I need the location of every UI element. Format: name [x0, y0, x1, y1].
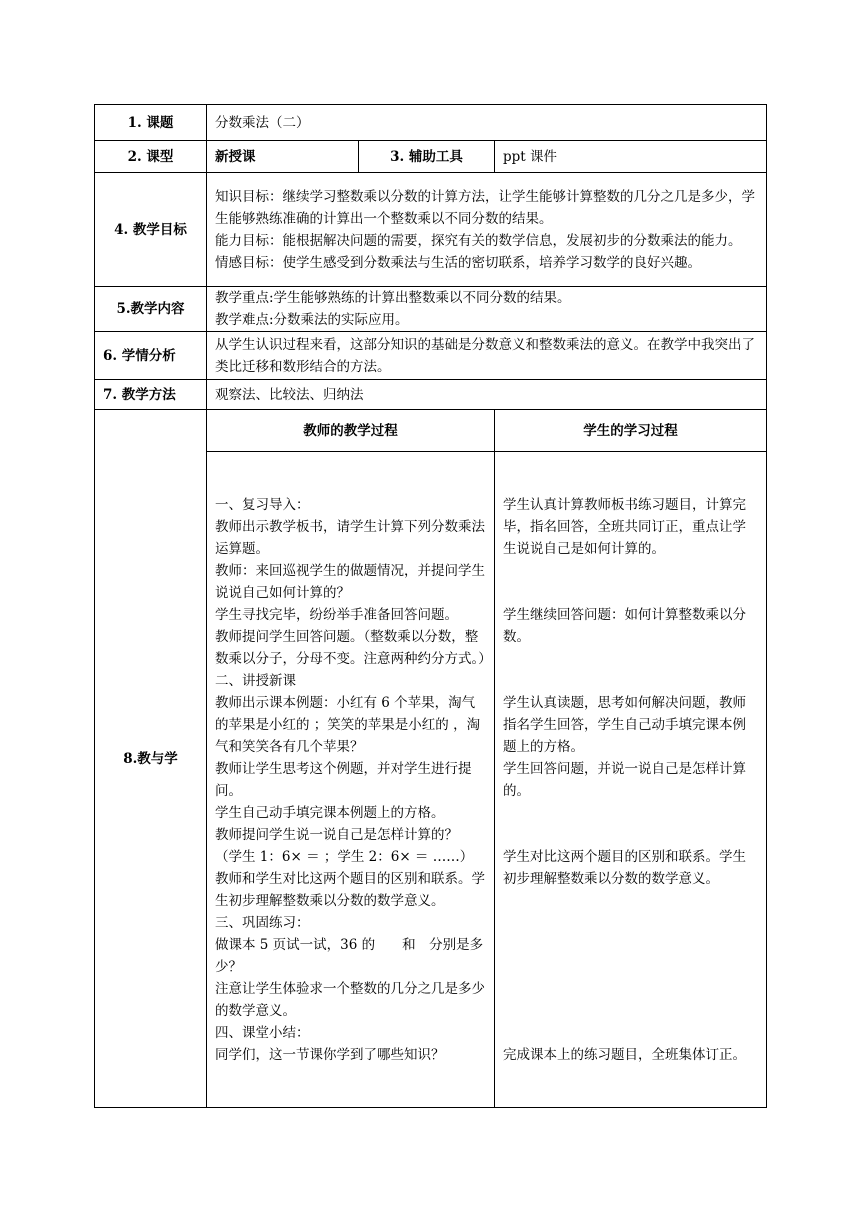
teacher-step: 教师出示教学板书，请学生计算下列分数乘法运算题。	[215, 518, 485, 557]
teacher-step: 同学们，这一节课你学到了哪些知识？	[215, 1046, 445, 1063]
type-label: 2. 课型	[95, 141, 207, 173]
row-content	[95, 287, 767, 332]
review-heading: 一、复习导入：	[215, 496, 310, 513]
new-lesson-heading: 二、讲授新课	[215, 672, 296, 689]
analysis-label: 6. 学情分析	[95, 332, 207, 380]
student-step: 完成课本上的练习题目，全班集体订正。	[503, 1046, 746, 1063]
student-process-header: 学生的学习过程	[495, 410, 767, 452]
process-label: 8.教与学	[95, 410, 207, 1108]
content-label: 5.教学内容	[95, 287, 207, 332]
tools-value: ppt 课件	[495, 141, 767, 173]
student-process	[495, 452, 767, 1108]
row-analysis	[95, 332, 767, 380]
row-type	[95, 141, 767, 173]
student-step: 学生认真计算教师板书练习题目，计算完毕，指名回答，全班共同订正，重点让学生说说自己是如何计算的。	[503, 496, 746, 557]
emotion-objective: 情感目标：使学生感受到分数乘法与生活的密切联系，培养学习数学的良好兴趣。	[215, 254, 701, 271]
practice-heading: 三、巩固练习：	[215, 914, 310, 931]
tools-label: 3. 辅助工具	[359, 141, 495, 173]
teacher-step: 学生寻找完毕，纷纷举手准备回答问题。	[215, 606, 458, 623]
teacher-process-header: 教师的教学过程	[207, 410, 495, 452]
ability-objective: 能力目标：能根据解决问题的需要，探究有关的数学信息，发展初步的分数乘法的能力。	[215, 232, 742, 249]
methods-value: 观察法、比较法、归纳法	[207, 380, 767, 410]
teacher-step: 教师提问学生回答问题。（整数乘以分数，整数乘以分子，分母不变。注意两种约分方式。）	[215, 628, 492, 667]
lesson-plan-table	[94, 104, 767, 1108]
teacher-step: 学生自己动手填完课本例题上的方格。	[215, 804, 445, 821]
student-step: 学生认真读题，思考如何解决问题，教师指名学生回答，学生自己动手填完课本例题上的方格。	[503, 694, 746, 755]
teacher-step: 教师出示课本例题：小红有 6 个苹果，淘气的苹果是小红的 ；笑笑的苹果是小红的 ，淘气和笑笑各有几个苹果？	[215, 694, 481, 755]
topic-label: 1. 课题	[95, 105, 207, 141]
content-content	[207, 287, 767, 332]
teacher-step: 教师：来回巡视学生的做题情况，并提问学生说说自己如何计算的？	[215, 562, 485, 601]
difficult-point: 教学难点:分数乘法的实际应用。	[215, 312, 409, 328]
teacher-step: 教师让学生思考这个例题，并对学生进行提问。	[215, 760, 472, 799]
row-topic	[95, 105, 767, 141]
teacher-step: 教师提问学生说一说自己是怎样计算的？	[215, 826, 458, 843]
teacher-process	[207, 452, 495, 1108]
row-process-header	[95, 410, 767, 452]
key-point: 教学重点:学生能够熟练的计算出整数乘以不同分数的结果。	[215, 290, 571, 306]
analysis-value: 从学生认识过程来看，这部分知识的基础是分数意义和整数乘法的意义。在教学中我突出了类比迁移和数形结合的方法。	[207, 332, 767, 380]
methods-label: 7. 教学方法	[95, 380, 207, 410]
type-value: 新授课	[207, 141, 359, 173]
row-objectives	[95, 173, 767, 287]
teacher-step: 做课本 5 页试一试，36 的 和 分别是多少？	[215, 936, 484, 975]
student-step: 学生继续回答问题：如何计算整数乘以分数。	[503, 606, 746, 645]
teacher-step: 注意让学生体验求一个整数的几分之几是多少的数学意义。	[215, 980, 485, 1019]
summary-heading: 四、课堂小结：	[215, 1024, 310, 1041]
objectives-content	[207, 173, 767, 287]
student-step: 学生回答问题，并说一说自己是怎样计算的。	[503, 760, 746, 799]
knowledge-objective: 知识目标：继续学习整数乘以分数的计算方法，让学生能够计算整数的几分之几是多少，学生能够熟练准确的计算出一个整数乘以不同分数的结果。	[215, 188, 755, 227]
row-methods	[95, 380, 767, 410]
teacher-step: 教师和学生对比这两个题目的区别和联系。学生初步理解整数乘以分数的数学意义。	[215, 870, 485, 909]
student-step: 学生对比这两个题目的区别和联系。学生初步理解整数乘以分数的数学意义。	[503, 848, 746, 887]
objectives-label: 4. 教学目标	[95, 173, 207, 287]
teacher-step: （学生 1：6× ＝ ；学生 2：6× ＝ ……）	[215, 848, 474, 865]
topic-value: 分数乘法（二）	[207, 105, 767, 141]
